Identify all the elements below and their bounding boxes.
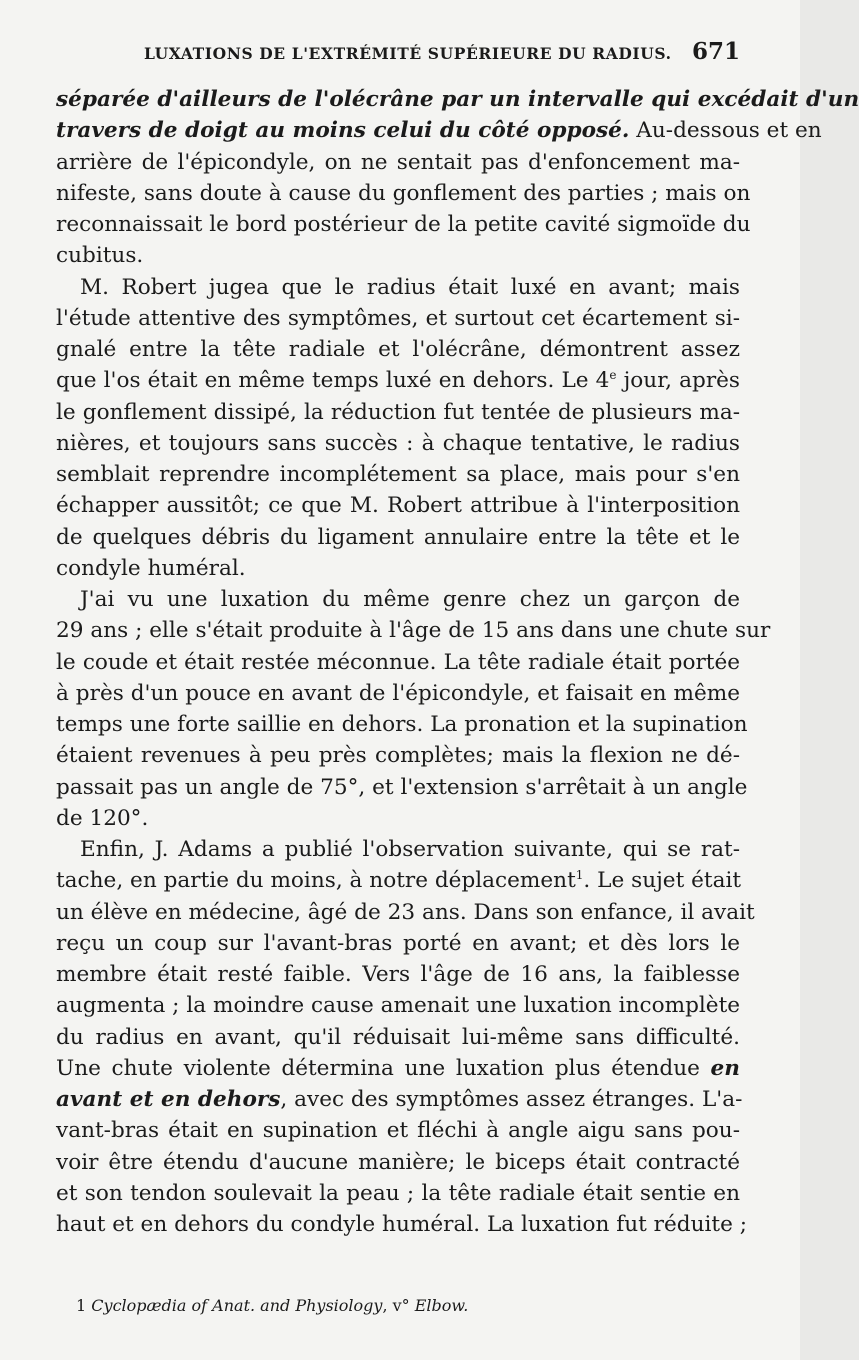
text-run: échapper aussitôt; ce que M. Robert attribue à l'interposition bbox=[56, 493, 740, 519]
text-run: M. Robert jugea que le radius était luxé en avant; mais bbox=[80, 274, 740, 300]
footnote-source-title: Cyclopædia of Anat. and Physiology bbox=[91, 1296, 383, 1315]
text-run: à près d'un pouce en avant de l'épicondyle, et faisait en même bbox=[56, 680, 740, 706]
text-run: du radius en avant, qu'il réduisait lui-même sans difficulté. bbox=[56, 1024, 740, 1050]
text-run: gnalé entre la tête radiale et l'olécrâne, démontrent assez bbox=[56, 337, 740, 362]
text-line bbox=[56, 990, 740, 1021]
text-run: de quelques débris du ligament annulaire entre la tête et le bbox=[56, 524, 740, 550]
superscript: e bbox=[609, 368, 617, 383]
text-line bbox=[56, 209, 751, 240]
text-run: vant-bras était en supination et fléchi à angle aigu sans pou- bbox=[56, 1118, 740, 1144]
text-run: 29 ans ; elle s'était produite à l'âge de 15 ans dans une chute sur bbox=[56, 618, 771, 644]
text-line bbox=[56, 647, 740, 678]
text-run: le coude et était restée méconnue. La tête radiale était portée bbox=[56, 649, 740, 675]
text-line bbox=[56, 147, 740, 178]
text-line bbox=[56, 1053, 740, 1084]
text-line bbox=[56, 865, 740, 896]
italic-text: séparée d'ailleurs de l'olécrâne par un intervalle qui excédait d'un bbox=[56, 87, 859, 112]
text-run: semblait reprendre incomplétement sa place, mais pour s'en bbox=[56, 462, 740, 487]
text-line bbox=[56, 740, 740, 771]
text-line bbox=[56, 928, 740, 959]
text-line bbox=[56, 959, 740, 990]
text-line bbox=[56, 303, 740, 334]
page-number: 671 bbox=[691, 38, 740, 65]
text-run: J'ai vu une luxation du même genre chez un garçon de bbox=[80, 587, 740, 612]
text-run: de 120°. bbox=[56, 805, 149, 831]
text-line bbox=[56, 709, 748, 740]
footnote-source-entry: Elbow. bbox=[414, 1296, 469, 1315]
text-line bbox=[56, 459, 740, 490]
text-run: que l'os était en même temps luxé en dehors. Le 4 bbox=[56, 368, 610, 394]
text-line bbox=[56, 897, 755, 928]
superscript: 1 bbox=[575, 868, 584, 883]
text-run: passait pas un angle de 75°, et l'extension s'arrêtait à un angle bbox=[56, 774, 748, 800]
text-run: Au-dessous et en bbox=[629, 118, 822, 144]
footnote-marker: 1 bbox=[76, 1296, 87, 1315]
text-run: tache, en partie du moins, à notre déplacement bbox=[56, 868, 576, 894]
text-line bbox=[56, 1147, 740, 1178]
text-run: le gonflement dissipé, la réduction fut tentée de plusieurs ma- bbox=[56, 399, 740, 425]
text-line bbox=[56, 428, 740, 459]
text-run: et son tendon soulevait la peau ; la tête radiale était sentie en bbox=[56, 1180, 740, 1206]
italic-text: en bbox=[710, 1055, 740, 1081]
text-run: l'étude attentive des symptômes, et surtout cet écartement si- bbox=[56, 305, 740, 331]
text-line bbox=[56, 1022, 740, 1053]
text-run: voir être étendu d'aucune manière; le biceps était contracté bbox=[56, 1149, 740, 1175]
text-run: Enfin, J. Adams a publié l'observation suivante, qui se rat- bbox=[80, 837, 740, 862]
text-run: étaient revenues à peu près complètes; mais la flexion ne dé- bbox=[56, 743, 740, 769]
text-run: nifeste, sans doute à cause du gonflement des parties ; mais on bbox=[56, 180, 751, 206]
text-line bbox=[56, 1084, 743, 1115]
text-line bbox=[56, 115, 822, 146]
text-run: , avec des symptômes assez étranges. L'a- bbox=[280, 1087, 743, 1112]
text-line bbox=[56, 334, 740, 365]
text-line bbox=[56, 584, 740, 615]
text-run: jour, après bbox=[616, 368, 740, 394]
running-title: LUXATIONS DE L'EXTRÉMITÉ SUPÉRIEURE DU RADIUS. bbox=[144, 44, 672, 63]
text-line bbox=[56, 178, 751, 209]
text-line bbox=[56, 553, 740, 584]
text-run: un élève en médecine, âgé de 23 ans. Dans son enfance, il avait bbox=[56, 899, 755, 925]
text-run: membre était resté faible. Vers l'âge de 16 ans, la faiblesse bbox=[56, 962, 740, 987]
text-line bbox=[56, 678, 740, 709]
text-run: nières, et toujours sans succès : à chaque tentative, le radius bbox=[56, 430, 740, 456]
text-run: arrière de l'épicondyle, on ne sentait pas d'enfoncement ma- bbox=[56, 149, 740, 175]
body-text bbox=[56, 84, 859, 1240]
text-line bbox=[56, 803, 740, 834]
italic-text: avant et en dehors bbox=[56, 1087, 281, 1112]
text-run: . Le sujet était bbox=[583, 868, 742, 894]
text-run: reconnaissait le bord postérieur de la petite cavité sigmoïde du bbox=[56, 212, 751, 237]
text-line bbox=[56, 84, 859, 115]
text-line bbox=[56, 834, 740, 865]
footnote bbox=[76, 1296, 468, 1315]
footnote-source-connector: , v° bbox=[382, 1296, 415, 1315]
text-line bbox=[56, 1209, 748, 1240]
text-line bbox=[56, 772, 748, 803]
text-run: reçu un coup sur l'avant-bras porté en avant; et dès lors le bbox=[56, 930, 740, 956]
text-line bbox=[56, 365, 740, 396]
text-line bbox=[56, 615, 771, 646]
text-line bbox=[56, 1115, 740, 1146]
text-run: haut et en dehors du condyle huméral. La luxation fut réduite ; bbox=[56, 1212, 748, 1237]
text-line bbox=[56, 522, 740, 553]
text-line bbox=[56, 1178, 740, 1209]
italic-text: travers de doigt au moins celui du côté opposé. bbox=[56, 118, 630, 144]
text-line bbox=[56, 397, 740, 428]
text-run: temps une forte saillie en dehors. La pronation et la supination bbox=[56, 712, 748, 737]
text-line bbox=[56, 272, 740, 303]
text-run: augmenta ; la moindre cause amenait une luxation incomplète bbox=[56, 993, 741, 1019]
text-line bbox=[56, 240, 740, 271]
text-run: condyle huméral. bbox=[56, 555, 246, 581]
text-line bbox=[56, 490, 740, 521]
page-header bbox=[56, 38, 740, 68]
text-run: Une chute violente détermina une luxation plus étendue bbox=[56, 1055, 711, 1081]
text-run: cubitus. bbox=[56, 243, 144, 269]
